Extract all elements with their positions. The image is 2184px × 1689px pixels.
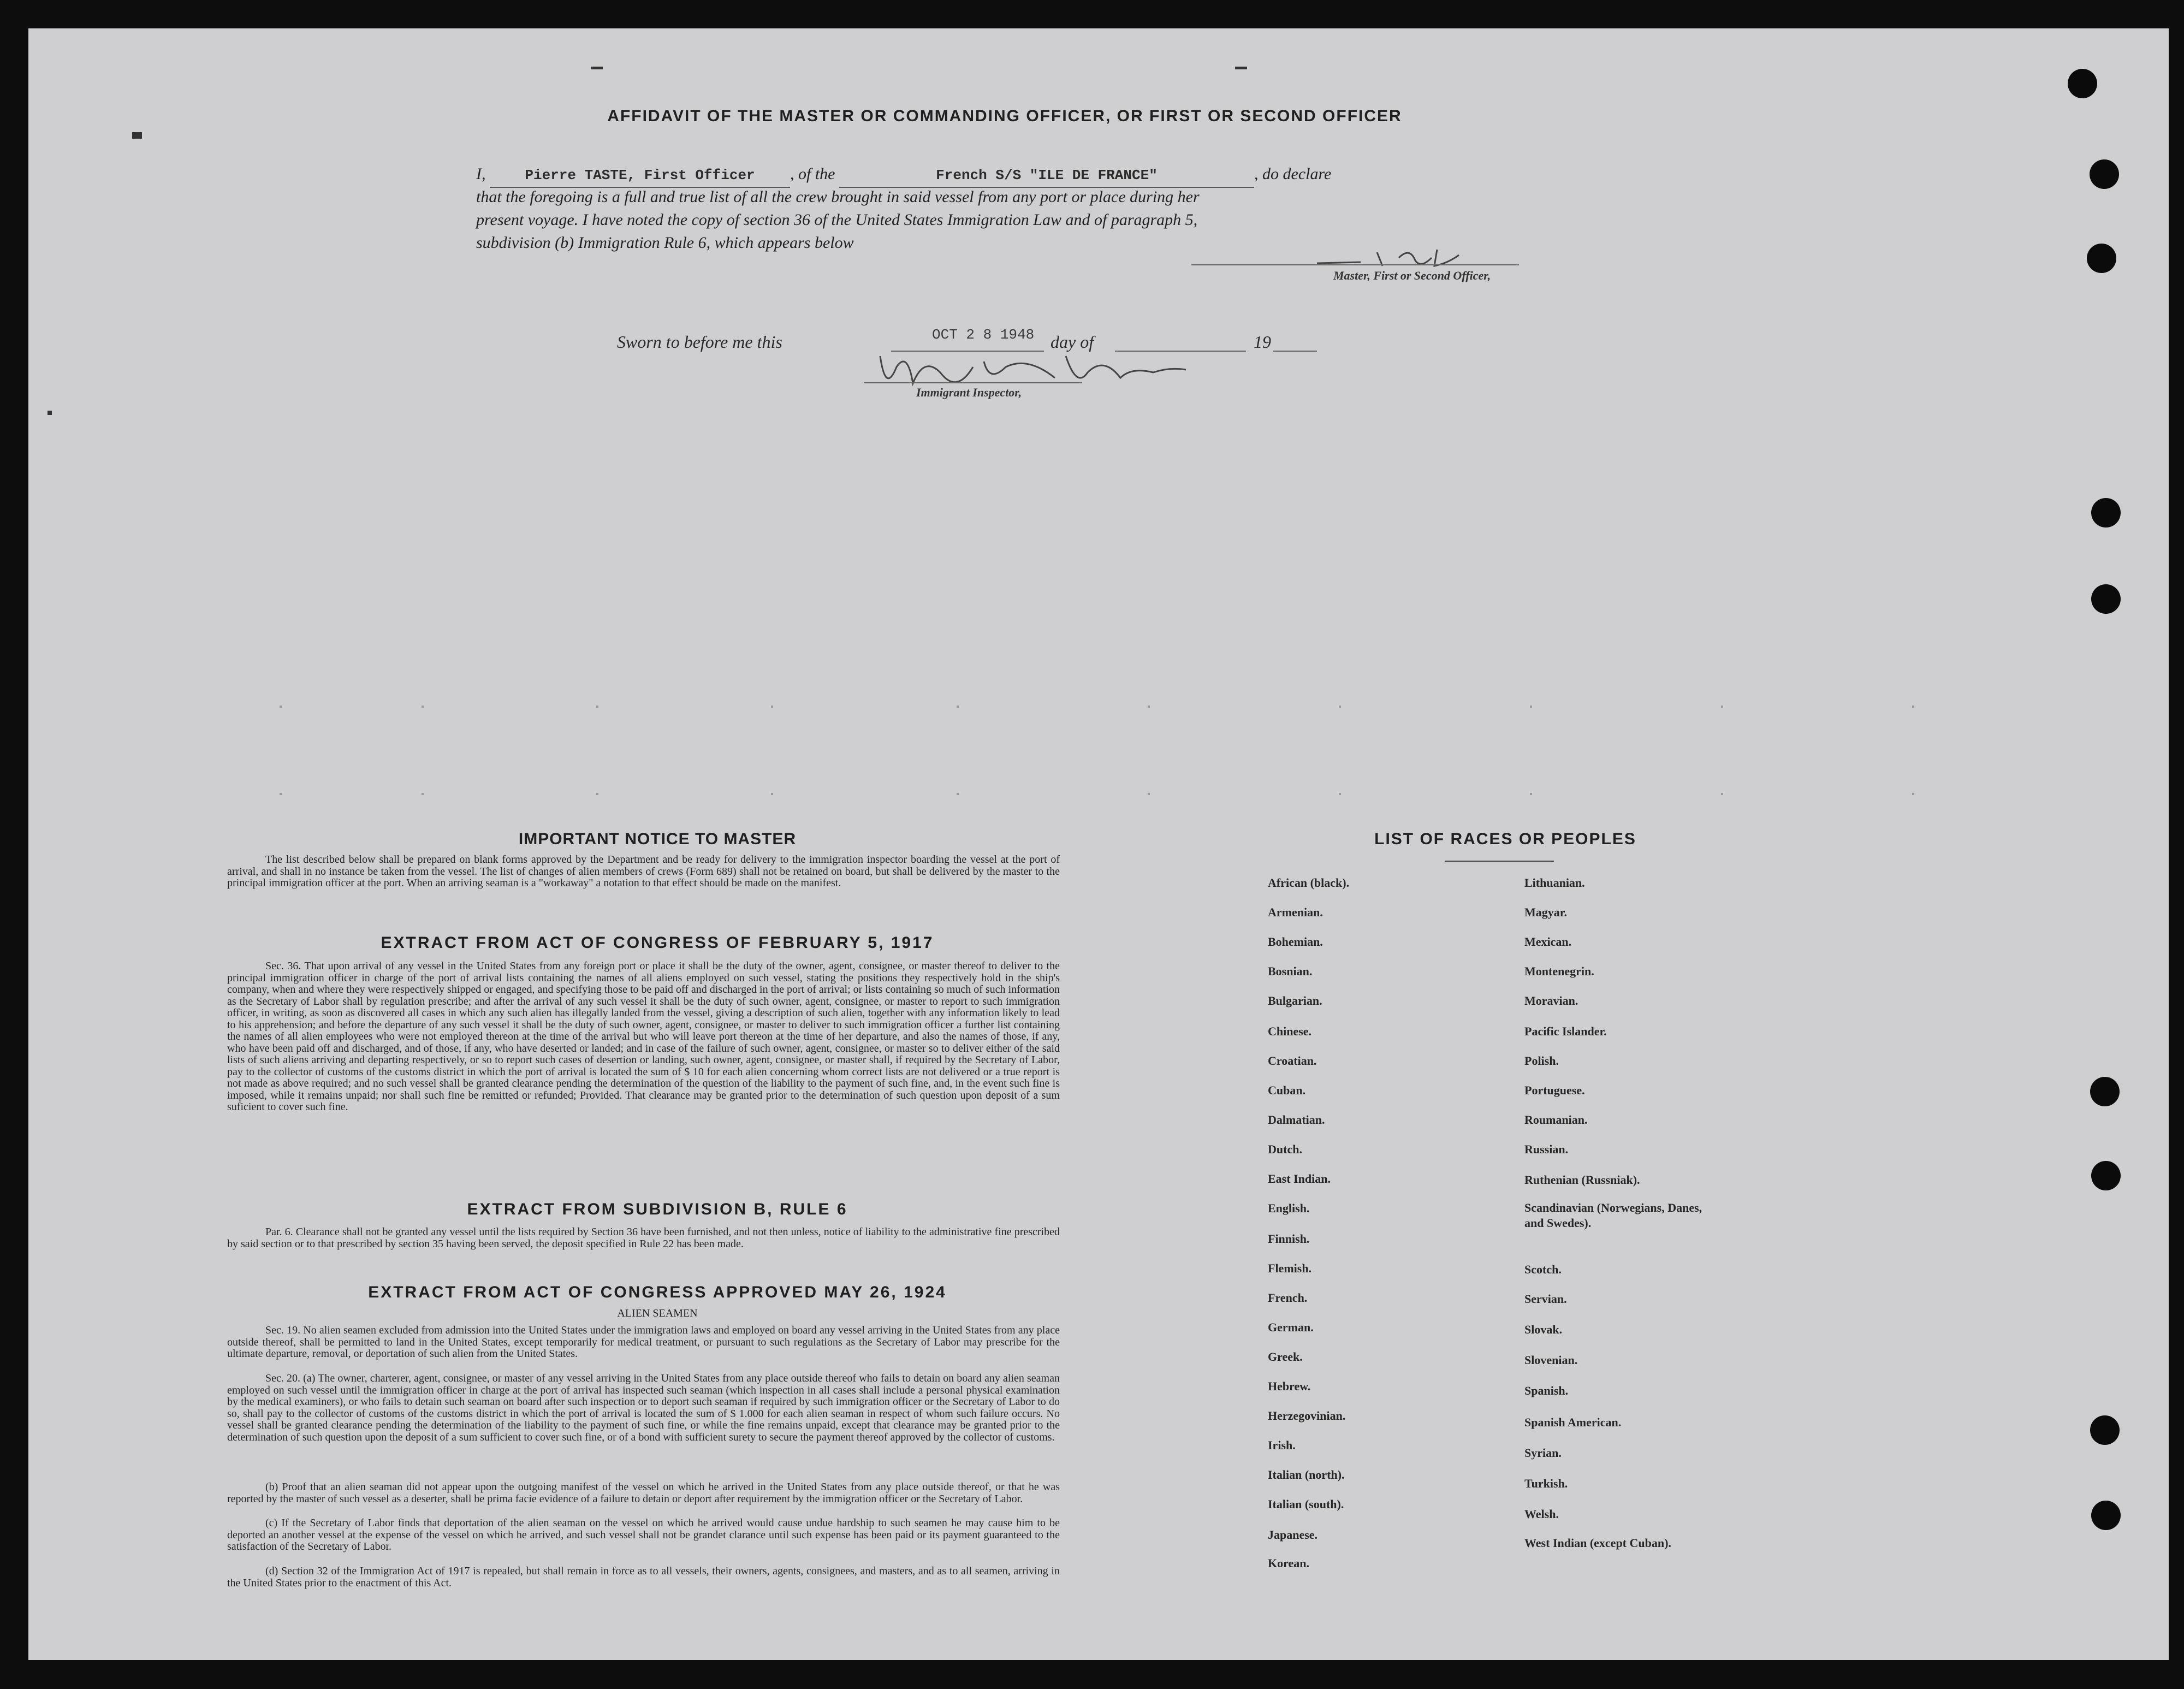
document-page: [28, 28, 2169, 1660]
declaration-line-3: present voyage. I have noted the copy of section 36 of the United States Immigration Law and of paragraph 5,: [476, 211, 1198, 229]
race-right-item: Polish.: [1524, 1054, 1559, 1068]
sec20d-text: (d) Section 32 of the Immigration Act of 1917 is repealed, but shall remain in force as to all vessels, their owners, agents, consignees, and masters, and as to all seamen, arriving in the United States prior to the enactment of this Act.: [227, 1566, 1060, 1589]
year-prefix: 19: [1254, 332, 1271, 352]
officer-signature-line: [1191, 264, 1519, 265]
race-right-item: Spanish.: [1524, 1384, 1569, 1397]
sec19-text: Sec. 19. No alien seamen excluded from admission into the United States under the immigration laws and employed on board any vessel arriving in the United States from any place outside thereof, shall be permitted to land in the United States, except temporarily for medical treatment, or pursuant to such regulations as the Secretary of Labor may prescribe for the ultimate departure, removal, or deportation of such alien from the United States.: [227, 1325, 1060, 1360]
year-line: [1273, 351, 1317, 352]
vessel-name: French S/S "ILE DE FRANCE": [936, 167, 1158, 183]
race-left-item: Herzegovinian.: [1268, 1409, 1346, 1423]
race-right-item: Slovenian.: [1524, 1353, 1578, 1367]
sec20a-text: Sec. 20. (a) The owner, charterer, agent, consignee, or master of any vessel arriving in the United States from any place outside thereof who fails to detain on board any alien seaman employed on such vessel until the immigration officer in charge at the port of arrival has inspected such seaman (which inspection in all cases shall include a personal physical examination by the medical examiners), or who fails to detain such seaman on board after such inspection or to deport such seaman if required by such immigration officer or the Secretary of Labor to do so, shall pay to the collector of customs of the customs district in which the port of arrival is located the sum of $ 1.000 for each alien seaman in respect of whom such failure occurs. No vessel shall be granted clearance pending the determination of the liability to the payment of such fine, or while the fine remains unpaid, except that clearance may be granted prior to the determination of such question upon the deposit of a sum sufficient to cover such fine, or of a bond with sufficient surety to secure the payment thereof approved by the collector of customs.: [227, 1373, 1060, 1443]
race-right-item: Russian.: [1524, 1142, 1569, 1156]
extract-1917-text: Sec. 36. That upon arrival of any vessel in the United States from any foreign port or place it shall be the duty of the owner, agent, consignee, or master thereof to deliver to the principal immigration officer in charge of the port of arrival lists containing the names of all aliens employed on such vessel, stating the positions they respectively hold in the ship's company, when and where they were respectively shipped or engaged, and specifying those to be paid off and discharged in the port of arrival; or lists containing so much of such information as the Secretary of Labor shall by regulation prescribe; and after the arrival of any such vessel it shall be the duty of such owner, agent, consignee, or master to report to such immigration officer, in writing, as soon as discovered all cases in which any such alien has illegally landed from the vessel, giving a description of such alien, together with any information likely to lead to his apprehension; and before the departure of any such vessel it shall be the duty of such owner, agent, consignee, or master to deliver to such immigration officer a further list containing the names of all alien employees who were not employed thereon at the time of the arrival but who will leave port thereon at the time of her departure, and also the names of those, if any, who have been paid off and discharged, and of those, if any, who have deserted or landed; and in case of the failure of such owner, agent, consignee, or master so to deliver either of the said lists of such aliens arriving and departing respectively, or so to report such cases of desertion or landing, such owner, agent, consignee, or master shall, if required by the Secretary of Labor, pay to the collector of customs of the customs district in which the port of arrival is located the sum of $ 10 for each alien concerning whom correct lists are not delivered or a true report is not made as above required; and no such vessel shall be granted clearance pending the determination of the question of the liability to the payment of such fine, and, in the event such fine is imposed, while it remains unpaid; nor shall such fine be remitted or refunded; Provided. That clearance may be granted prior to the determination of such question upon deposit of a sum suficient to cover such fine.: [227, 961, 1060, 1113]
race-right-item: Roumanian.: [1524, 1113, 1588, 1127]
race-right-item: Servian.: [1524, 1292, 1567, 1306]
declaration-end: , do declare: [1254, 165, 1332, 183]
officer-name-field: [490, 163, 790, 188]
race-right-item: Turkish.: [1524, 1477, 1568, 1490]
sworn-text: Sworn to before me this: [617, 332, 782, 352]
sec20c-text: (c) If the Secretary of Labor finds that deportation of the alien seaman on the vessel on which he arrived would cause undue hardship to such seamen he may cause him to be deported an another vessel at the expense of the vessel on which he arrived, and such vessel shall not be grandet clarance until such expense has been paid or its payment guaranteed to the satisfaction of the Secretary of Labor.: [227, 1518, 1060, 1552]
affidavit-heading: AFFIDAVIT OF THE MASTER OR COMMANDING OFFICER, OR FIRST OR SECOND OFFICER: [607, 107, 1402, 125]
races-title-rule: [1445, 861, 1554, 862]
vessel-name-field: [839, 163, 1254, 188]
race-right-item: Scandinavian (Norwegians, Danes, and Swedes).: [1524, 1201, 1702, 1230]
declaration-line-4: subdivision (b) Immigration Rule 6, which appears below: [476, 234, 854, 252]
race-left-item: African (black).: [1268, 876, 1350, 890]
officer-signature-label: Master, First or Second Officer,: [1333, 269, 1491, 282]
inspector-label: Immigrant Inspector,: [916, 386, 1022, 399]
race-left-item: Irish.: [1268, 1438, 1296, 1452]
race-right-item: Scotch.: [1524, 1263, 1562, 1276]
race-left-item: Italian (south).: [1268, 1497, 1344, 1511]
race-left-item: Cuban.: [1268, 1083, 1306, 1097]
officer-name: Pierre TASTE, First Officer: [525, 167, 755, 183]
race-right-item: Moravian.: [1524, 994, 1578, 1008]
race-left-item: Finnish.: [1268, 1232, 1310, 1246]
punch-hole: [2090, 159, 2119, 189]
subdivision-title: EXTRACT FROM SUBDIVISION B, RULE 6: [467, 1200, 848, 1218]
punch-hole: [2068, 69, 2097, 98]
punch-hole: [2091, 584, 2121, 614]
declaration-line-1: [476, 163, 1514, 188]
race-right-item: Spanish American.: [1524, 1415, 1622, 1429]
punch-hole: [2091, 1161, 2121, 1190]
extract-1924-title: EXTRACT FROM ACT OF CONGRESS APPROVED MAY 26, 1924: [368, 1283, 947, 1301]
race-right-item: Magyar.: [1524, 905, 1568, 919]
subdivision-text: Par. 6. Clearance shall not be granted any vessel until the lists required by Section 36 have been furnished, and not then unless, notice of liability to the administrative fine prescribed by said section or to that prescribed by section 35 having been served, the deposit specified in Rule 22 has been made.: [227, 1226, 1060, 1250]
race-right-item: Lithuanian.: [1524, 876, 1585, 890]
race-right-item: Ruthenian (Russniak).: [1524, 1173, 1640, 1187]
races-title: LIST OF RACES OR PEOPLES: [1374, 830, 1636, 848]
race-left-item: Dutch.: [1268, 1142, 1302, 1156]
declaration-i: I,: [476, 165, 486, 183]
declaration-of-the: , of the: [790, 165, 835, 183]
extract-1917-title: EXTRACT FROM ACT OF CONGRESS OF FEBRUARY 5, 1917: [381, 934, 934, 952]
notice-text: The list described below shall be prepared on blank forms approved by the Department and be ready for delivery to the immigration inspector boarding the vessel at the port of arrival, and shall in no instance be taken from the vessel. The list of changes of alien members of crews (Form 689) shall not be retained on board, but shall be delivered by the master to the principal immigration officer at the port. When an arriving seaman is a "workaway" a notation to that effect should be made on the manifest.: [227, 854, 1060, 889]
race-left-item: Japanese.: [1268, 1528, 1318, 1542]
race-left-item: Chinese.: [1268, 1024, 1312, 1038]
punch-hole: [2087, 244, 2116, 273]
ink-mark: [48, 411, 52, 415]
punch-hole: [2091, 1501, 2121, 1530]
race-left-item: Hebrew.: [1268, 1379, 1311, 1393]
ink-mark: [1235, 67, 1247, 69]
race-left-item: English.: [1268, 1201, 1310, 1215]
race-right-item: Syrian.: [1524, 1446, 1562, 1460]
race-left-item: Bulgarian.: [1268, 994, 1322, 1008]
race-right-item: Welsh.: [1524, 1507, 1559, 1521]
alien-seamen-subtitle: ALIEN SEAMEN: [617, 1307, 698, 1319]
punch-hole: [2090, 1415, 2120, 1445]
race-left-item: Bohemian.: [1268, 935, 1323, 949]
inspector-signature: [847, 334, 1208, 405]
race-right-item: Portuguese.: [1524, 1083, 1585, 1097]
day-of-text: day of: [1051, 332, 1094, 352]
race-right-item: Montenegrin.: [1524, 964, 1594, 978]
sec20b-text: (b) Proof that an alien seaman did not appear upon the outgoing manifest of the vessel on which he arrived in the United States from any place outside thereof, or that he was reported by the master of such vessel as a deserter, shall be prima facie evidence of a failure to detain or deport after requirement by the immigration officer or the Secretary of Labor.: [227, 1481, 1060, 1505]
race-left-item: Armenian.: [1268, 905, 1323, 919]
race-left-item: Korean.: [1268, 1556, 1309, 1570]
inspector-signature-line: [864, 382, 1082, 383]
race-left-item: Italian (north).: [1268, 1468, 1345, 1481]
race-right-item: Slovak.: [1524, 1323, 1563, 1336]
race-left-item: German.: [1268, 1320, 1314, 1334]
sworn-date-stamp: OCT 2 8 1948: [932, 327, 1035, 343]
race-left-item: French.: [1268, 1291, 1308, 1305]
race-right-item: Pacific Islander.: [1524, 1024, 1607, 1038]
punch-hole: [2090, 1077, 2120, 1106]
notice-title: IMPORTANT NOTICE TO MASTER: [518, 830, 797, 848]
race-left-item: East Indian.: [1268, 1172, 1331, 1186]
declaration-line-2: that the foregoing is a full and true list of all the crew brought in said vessel from any port or place during her: [476, 188, 1200, 206]
race-left-item: Bosnian.: [1268, 964, 1313, 978]
race-left-item: Greek.: [1268, 1350, 1303, 1364]
ink-mark: [132, 132, 142, 139]
race-left-item: Dalmatian.: [1268, 1113, 1325, 1127]
race-left-item: Flemish.: [1268, 1261, 1312, 1275]
race-left-item: Croatian.: [1268, 1054, 1317, 1068]
ink-mark: [591, 67, 603, 69]
race-right-item: Mexican.: [1524, 935, 1572, 949]
punch-hole: [2091, 498, 2121, 528]
race-right-item: West Indian (except Cuban).: [1524, 1536, 1671, 1550]
